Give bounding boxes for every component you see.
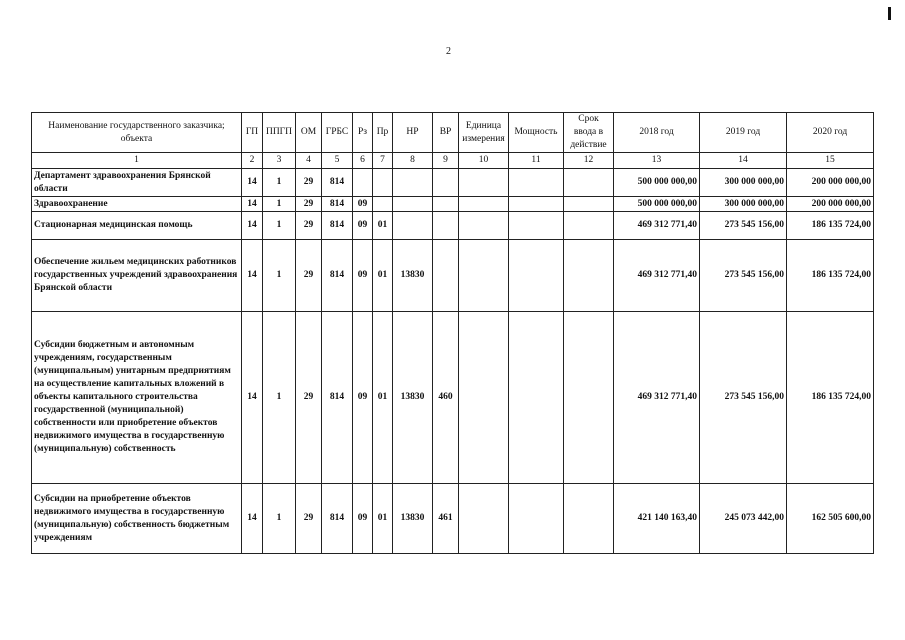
cell-gp: 14: [242, 197, 263, 212]
header-name: Наименование государственного заказчика; объекта: [32, 113, 242, 153]
cell-2020: 162 505 600,00: [787, 484, 874, 554]
cell-pr: 01: [373, 484, 393, 554]
cell-term: [564, 240, 614, 312]
cell-gp: 14: [242, 312, 263, 484]
cell-unit: [459, 212, 509, 240]
cell-nr: 13830: [393, 312, 433, 484]
cell-om: 29: [296, 197, 322, 212]
cell-om: 29: [296, 240, 322, 312]
header-unit: Единица измерения: [459, 113, 509, 153]
cell-vr: [433, 169, 459, 197]
cell-2020: 186 135 724,00: [787, 212, 874, 240]
cell-vr: 460: [433, 312, 459, 484]
header-row: [32, 113, 874, 153]
cell-term: [564, 212, 614, 240]
cell-2018: 469 312 771,40: [614, 312, 700, 484]
cell-om: 29: [296, 484, 322, 554]
column-number: 1: [32, 153, 242, 169]
cell-ppgp: 1: [263, 169, 296, 197]
cell-capacity: [509, 169, 564, 197]
table-row: [32, 212, 874, 240]
cell-unit: [459, 240, 509, 312]
cell-pr: 01: [373, 240, 393, 312]
cell-ppgp: 1: [263, 197, 296, 212]
cell-2019: 273 545 156,00: [700, 312, 787, 484]
cell-2019: 245 073 442,00: [700, 484, 787, 554]
cell-vr: [433, 197, 459, 212]
cell-vr: [433, 240, 459, 312]
column-number: 6: [353, 153, 373, 169]
cell-gp: 14: [242, 169, 263, 197]
cell-capacity: [509, 484, 564, 554]
cell-2018: 469 312 771,40: [614, 240, 700, 312]
cell-term: [564, 312, 614, 484]
column-number: 13: [614, 153, 700, 169]
column-number: 10: [459, 153, 509, 169]
cell-unit: [459, 312, 509, 484]
column-number: 14: [700, 153, 787, 169]
cell-vr: 461: [433, 484, 459, 554]
table-row: [32, 312, 874, 484]
header-pr: Пр: [373, 113, 393, 153]
header-ppgp: ППГП: [263, 113, 296, 153]
cell-2020: 186 135 724,00: [787, 240, 874, 312]
cell-2018: 469 312 771,40: [614, 212, 700, 240]
row-name: Субсидии бюджетным и автономным учреждениям, государственным (муниципальным) унитарным предприятиям на осуществление капитальных вложений в объекты капитального строительства государственной (муниципальной) собственности или приобретение объектов недвижимого имущества в государственную (муниципальную) собственность: [32, 312, 242, 484]
cell-unit: [459, 169, 509, 197]
column-number: 7: [373, 153, 393, 169]
column-number-row: [32, 153, 874, 169]
row-name: Субсидии на приобретение объектов недвижимого имущества в государственную (муниципальную) собственность бюджетным учреждениям: [32, 484, 242, 554]
header-gp: ГП: [242, 113, 263, 153]
cell-term: [564, 197, 614, 212]
cell-2019: 273 545 156,00: [700, 212, 787, 240]
table-row: [32, 484, 874, 554]
table-row: [32, 240, 874, 312]
cell-ppgp: 1: [263, 312, 296, 484]
cell-rz: 09: [353, 484, 373, 554]
cell-om: 29: [296, 169, 322, 197]
column-number: 12: [564, 153, 614, 169]
cell-2019: 300 000 000,00: [700, 169, 787, 197]
cell-2018: 421 140 163,40: [614, 484, 700, 554]
header-om: ОМ: [296, 113, 322, 153]
cell-nr: [393, 197, 433, 212]
cell-pr: [373, 197, 393, 212]
table-row: [32, 169, 874, 197]
column-number: 15: [787, 153, 874, 169]
column-number: 11: [509, 153, 564, 169]
cell-pr: 01: [373, 312, 393, 484]
cell-nr: [393, 169, 433, 197]
cell-unit: [459, 197, 509, 212]
cell-2020: 200 000 000,00: [787, 197, 874, 212]
row-name: Обеспечение жильем медицинских работников государственных учреждений здравоохранения Брянской области: [32, 240, 242, 312]
cell-grbs: 814: [322, 240, 353, 312]
cell-term: [564, 484, 614, 554]
cell-rz: 09: [353, 212, 373, 240]
cell-rz: 09: [353, 240, 373, 312]
cell-nr: 13830: [393, 484, 433, 554]
cell-2018: 500 000 000,00: [614, 169, 700, 197]
cell-ppgp: 1: [263, 484, 296, 554]
cell-grbs: 814: [322, 212, 353, 240]
cell-2018: 500 000 000,00: [614, 197, 700, 212]
table-row: [32, 197, 874, 212]
cell-2019: 273 545 156,00: [700, 240, 787, 312]
row-name: Стационарная медицинская помощь: [32, 212, 242, 240]
cell-2020: 186 135 724,00: [787, 312, 874, 484]
header-capacity: Мощность: [509, 113, 564, 153]
cell-unit: [459, 484, 509, 554]
cell-gp: 14: [242, 212, 263, 240]
header-2018: 2018 год: [614, 113, 700, 153]
cell-grbs: 814: [322, 169, 353, 197]
column-number: 3: [263, 153, 296, 169]
cell-rz: [353, 169, 373, 197]
cell-grbs: 814: [322, 484, 353, 554]
cell-capacity: [509, 240, 564, 312]
cell-2020: 200 000 000,00: [787, 169, 874, 197]
cell-2019: 300 000 000,00: [700, 197, 787, 212]
cell-nr: [393, 212, 433, 240]
cell-rz: 09: [353, 197, 373, 212]
header-2019: 2019 год: [700, 113, 787, 153]
header-nr: НР: [393, 113, 433, 153]
column-number: 2: [242, 153, 263, 169]
header-vr: ВР: [433, 113, 459, 153]
cell-pr: [373, 169, 393, 197]
cell-om: 29: [296, 212, 322, 240]
cell-ppgp: 1: [263, 212, 296, 240]
column-number: 8: [393, 153, 433, 169]
budget-table: [31, 112, 874, 554]
cell-term: [564, 169, 614, 197]
scan-edge-mark: [888, 7, 891, 20]
cell-gp: 14: [242, 484, 263, 554]
row-name: Здравоохранение: [32, 197, 242, 212]
header-rz: Рз: [353, 113, 373, 153]
cell-vr: [433, 212, 459, 240]
cell-grbs: 814: [322, 197, 353, 212]
cell-capacity: [509, 197, 564, 212]
page-number: 2: [446, 46, 451, 57]
header-term: Срок ввода в действие: [564, 113, 614, 153]
cell-ppgp: 1: [263, 240, 296, 312]
cell-grbs: 814: [322, 312, 353, 484]
header-grbs: ГРБС: [322, 113, 353, 153]
cell-gp: 14: [242, 240, 263, 312]
column-number: 4: [296, 153, 322, 169]
row-name: Департамент здравоохранения Брянской области: [32, 169, 242, 197]
column-number: 9: [433, 153, 459, 169]
cell-rz: 09: [353, 312, 373, 484]
header-2020: 2020 год: [787, 113, 874, 153]
cell-nr: 13830: [393, 240, 433, 312]
cell-pr: 01: [373, 212, 393, 240]
cell-om: 29: [296, 312, 322, 484]
column-number: 5: [322, 153, 353, 169]
cell-capacity: [509, 312, 564, 484]
cell-capacity: [509, 212, 564, 240]
